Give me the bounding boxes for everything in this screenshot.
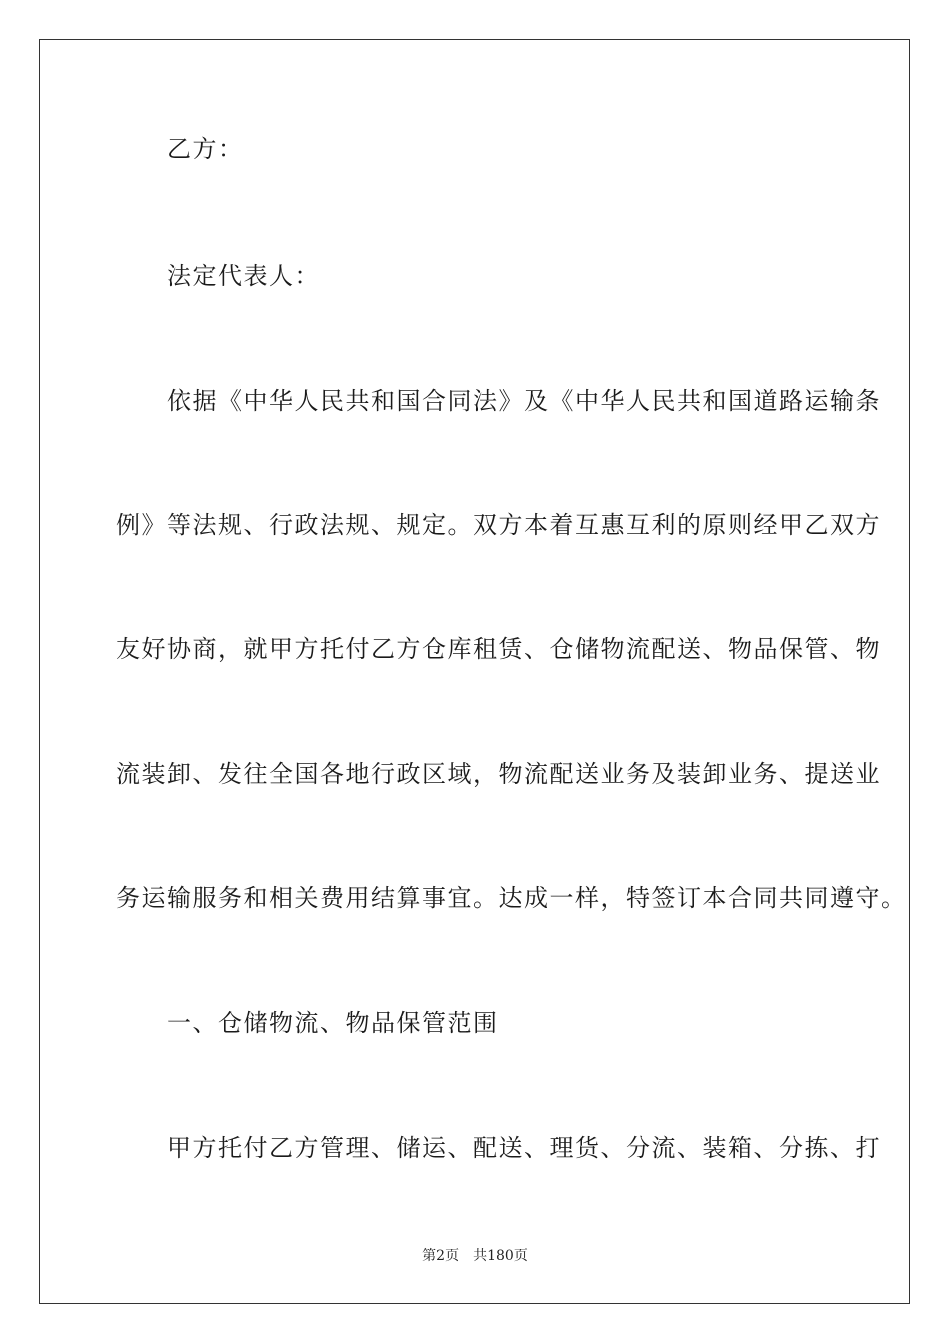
paragraph-line: 务运输服务和相关费用结算事宜。达成一样，特签订本合同共同遵守。 [116, 884, 907, 912]
section-heading: 一、仓储物流、物品保管范围 [116, 1009, 499, 1037]
paragraph-line: 甲方托付乙方管理、储运、配送、理货、分流、装箱、分拣、打 [116, 1134, 881, 1162]
page-border [39, 39, 910, 1304]
paragraph-line: 友好协商，就甲方托付乙方仓库租赁、仓储物流配送、物品保管、物 [116, 635, 881, 663]
paragraph-line: 法定代表人： [116, 262, 320, 290]
page-total: 共180页 [473, 1248, 528, 1264]
paragraph-line: 流装卸、发往全国各地行政区域，物流配送业务及装卸业务、提送业 [116, 760, 881, 788]
paragraph-line: 乙方： [116, 135, 244, 163]
page-number: 第2页 [422, 1248, 460, 1264]
paragraph-line: 例》等法规、行政法规、规定。双方本着互惠互利的原则经甲乙双方 [116, 511, 881, 539]
page-footer [0, 1247, 950, 1265]
paragraph-line: 依据《中华人民共和国合同法》及《中华人民共和国道路运输条 [116, 387, 881, 415]
